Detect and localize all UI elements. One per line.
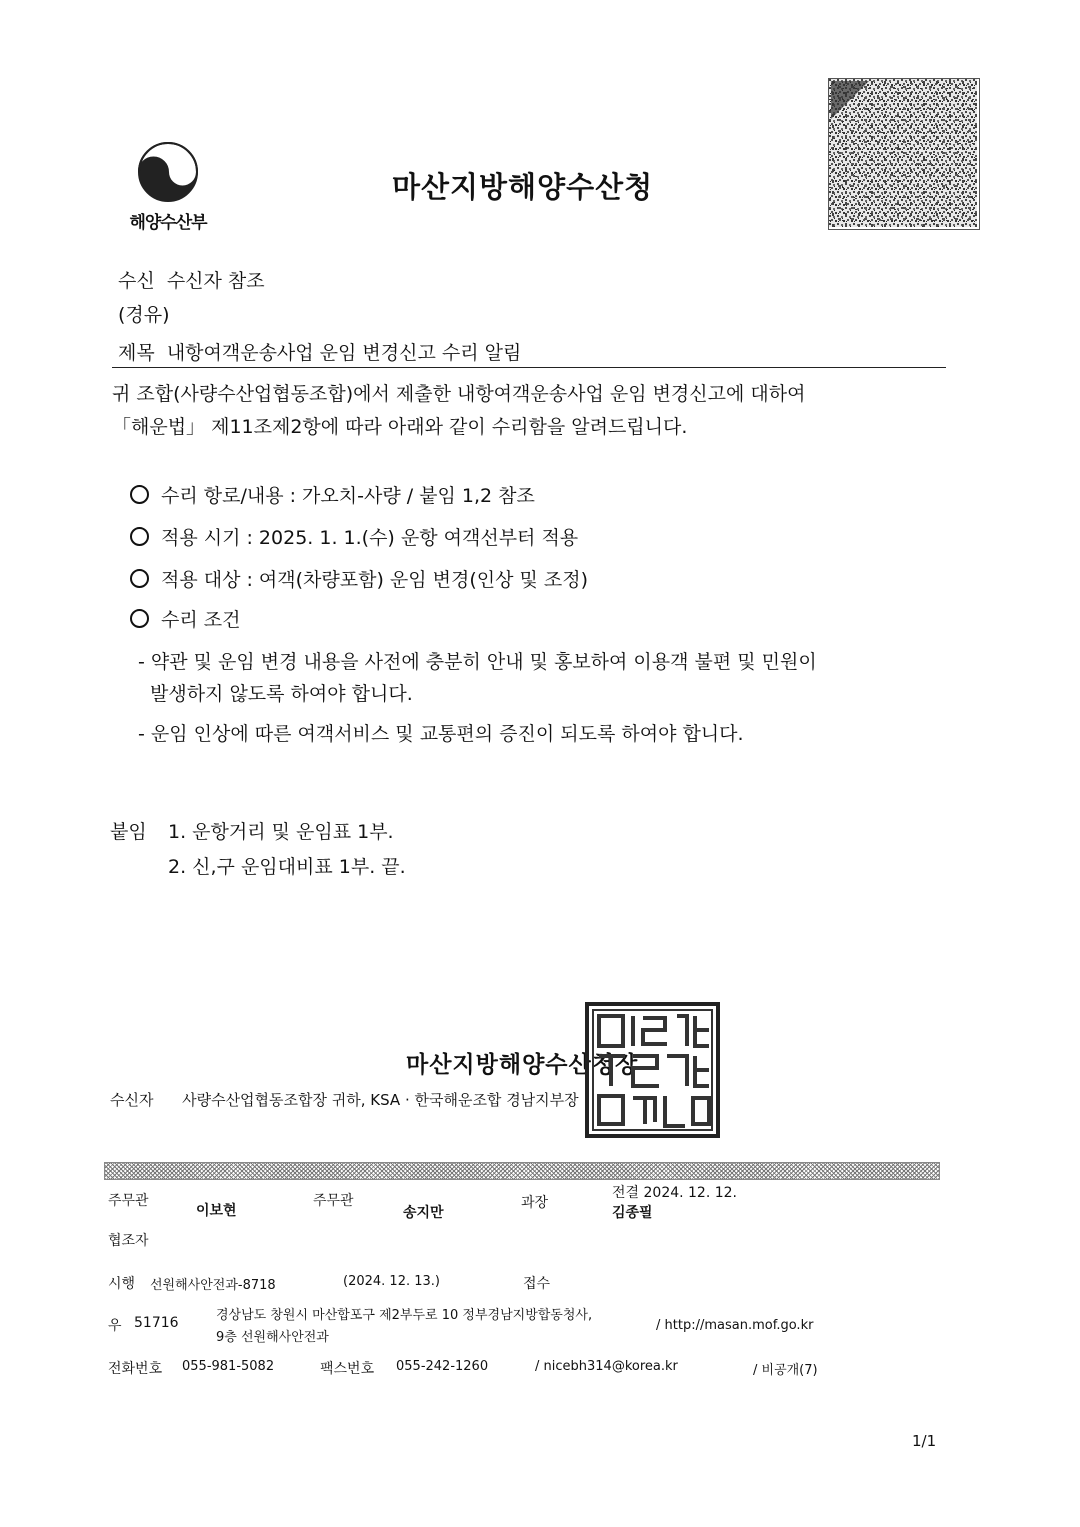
approver-1-name: 이보현 <box>196 1203 237 1219</box>
approver-3-label: 과장 <box>521 1195 549 1211</box>
fax-label: 팩스번호 <box>320 1361 375 1377</box>
address-line-2: 9층 선원해사안전과 <box>216 1330 329 1345</box>
logo-text: 해양수산부 <box>129 213 207 233</box>
approver-3-name: 김종필 <box>612 1205 653 1221</box>
list-item: 적용 시기 : 2025. 1. 1.(수) 운항 여객선부터 적용 <box>130 523 578 550</box>
enforce-value: 선원해사안전과-8718 <box>150 1278 276 1293</box>
attachment-label: 붙임 <box>110 821 147 843</box>
ministry-logo <box>108 140 228 240</box>
subject-divider <box>112 367 946 368</box>
approver-2-name: 송지만 <box>403 1205 444 1221</box>
approver-1-label: 주무관 <box>108 1193 149 1209</box>
taegeuk-emblem-icon <box>136 140 200 204</box>
postal-label: 우 <box>108 1318 122 1334</box>
circle-bullet-icon <box>130 485 149 504</box>
disclosure-value: / 비공개(7) <box>753 1363 818 1378</box>
attachment-1: 1. 운항거리 및 운임표 1부. <box>168 821 394 843</box>
condition-2: - 운임 인상에 따른 여객서비스 및 교통편의 증진이 되도록 하여야 합니다. <box>138 723 744 745</box>
subject-value: 내항여객운송사업 운임 변경신고 수리 알림 <box>166 342 522 364</box>
phone-value: 055-981-5082 <box>182 1359 275 1374</box>
recipient-value: 수신자 참조 <box>166 270 265 292</box>
postal-code: 51716 <box>134 1315 179 1331</box>
recipients-label: 수신자 <box>110 1091 154 1109</box>
enforce-date: (2024. 12. 13.) <box>343 1274 440 1289</box>
enforce-label: 시행 <box>108 1276 136 1292</box>
condition-1-line-1: - 약관 및 운임 변경 내용을 사전에 충분히 안내 및 홍보하여 이용객 불편 및 민원이 <box>138 651 817 673</box>
recipient-list-line <box>110 1089 579 1110</box>
condition-1-line-2: 발생하지 않도록 하여야 합니다. <box>150 683 413 705</box>
page-number: 1/1 <box>912 1432 937 1450</box>
qr-code-icon <box>828 78 980 230</box>
qr-pattern <box>829 79 977 227</box>
subject-line <box>118 338 521 365</box>
approver-3-date: 전결 2024. 12. 12. <box>612 1185 738 1201</box>
recipients-value: 사량수산업협동조합장 귀하, KSA · 한국해운조합 경남지부장 <box>182 1091 579 1109</box>
body-line-1: 귀 조합(사량수산업협동조합)에서 제출한 내항여객운송사업 운임 변경신고에 대하여 <box>112 383 806 405</box>
list-item: 수리 항로/내용 : 가오치-사량 / 붙임 1,2 참조 <box>130 481 535 508</box>
website-url[interactable]: / http://masan.mof.go.kr <box>656 1318 814 1333</box>
official-seal <box>585 1002 720 1138</box>
email-value[interactable]: / nicebh314@korea.kr <box>535 1359 678 1374</box>
fax-value: 055-242-1260 <box>396 1359 489 1374</box>
body-line-2: 「해운법」 제11조제2항에 따라 아래와 같이 수리함을 알려드립니다. <box>112 416 688 438</box>
via-line: (경유) <box>118 304 170 326</box>
body-paragraph <box>112 378 952 444</box>
cooperator-label: 협조자 <box>108 1233 149 1249</box>
phone-label: 전화번호 <box>108 1361 163 1377</box>
org-title: 마산지방해양수산청 <box>392 170 654 204</box>
circle-bullet-icon <box>130 609 149 628</box>
recipient-line <box>118 266 265 293</box>
approver-2-label: 주무관 <box>313 1193 354 1209</box>
attachment-2: 2. 신,구 운임대비표 1부. 끝. <box>168 856 406 878</box>
circle-bullet-icon <box>130 527 149 546</box>
sender-name: 마산지방해양수산청장 <box>406 1052 639 1078</box>
receipt-label: 접수 <box>523 1276 551 1292</box>
dotted-divider <box>104 1162 940 1180</box>
recipient-label: 수신 <box>118 270 155 292</box>
list-item: 수리 조건 <box>130 605 240 632</box>
subject-label: 제목 <box>118 342 155 364</box>
list-item: 적용 대상 : 여객(차량포함) 운임 변경(인상 및 조정) <box>130 565 588 592</box>
seal-pattern-icon <box>589 1006 716 1134</box>
address-line-1: 경상남도 창원시 마산합포구 제2부두로 10 정부경남지방합동청사, <box>216 1308 593 1323</box>
circle-bullet-icon <box>130 569 149 588</box>
